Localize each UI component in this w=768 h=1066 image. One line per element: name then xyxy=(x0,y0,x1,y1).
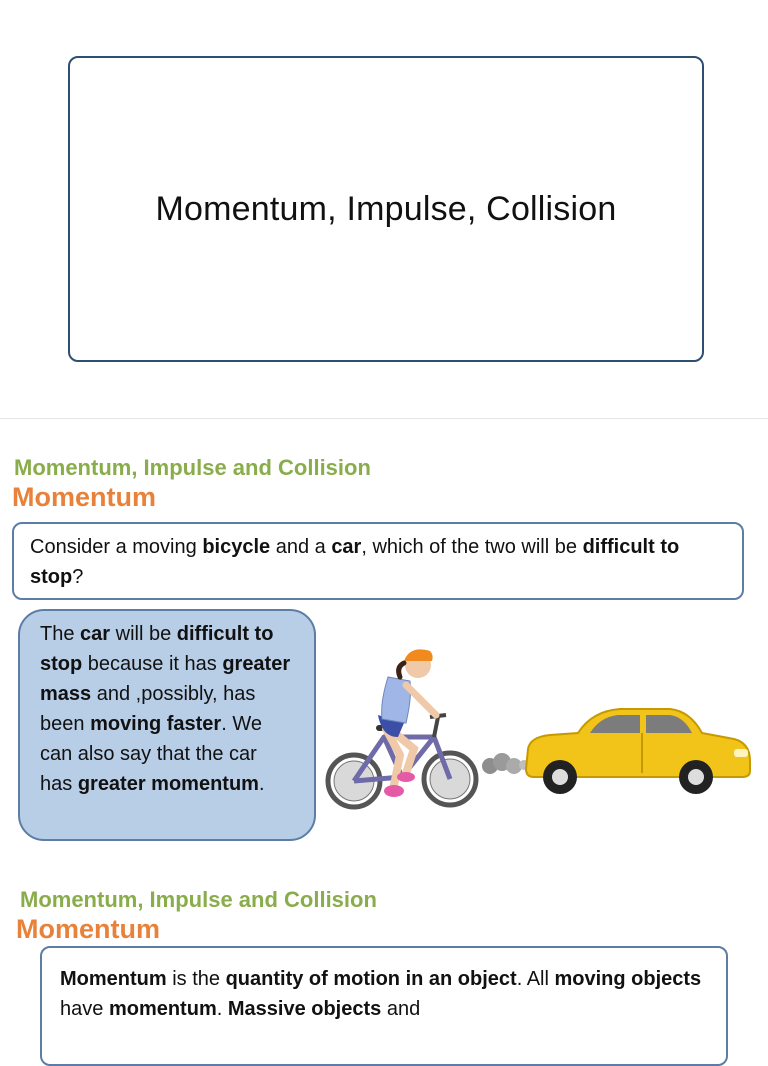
answer-bold: difficult to stop xyxy=(40,623,274,675)
definition-bold: moving objects xyxy=(554,968,702,990)
question-text: ? xyxy=(72,566,84,588)
title-box xyxy=(68,56,704,362)
section-heading: Momentum, Impulse and Collision xyxy=(20,887,377,912)
title-slide xyxy=(0,0,768,419)
car-illustration xyxy=(520,705,754,797)
definition-text: is the xyxy=(166,968,226,990)
definition-text: have xyxy=(60,998,109,1020)
answer-box xyxy=(18,609,316,841)
answer-text: . xyxy=(258,773,265,795)
definition-bold: Massive objects xyxy=(227,998,382,1020)
definition-bold: quantity of motion in an object xyxy=(225,968,517,990)
question-bold: difficult to stop xyxy=(30,536,680,588)
answer-bold: greater mass xyxy=(40,653,291,705)
definition-text: and xyxy=(381,998,421,1020)
momentum-slide xyxy=(0,419,768,879)
answer-text: because it has xyxy=(82,653,223,675)
question-bold: car xyxy=(331,536,362,558)
answer-text: will be xyxy=(110,623,177,645)
question-bold: bicycle xyxy=(202,536,271,558)
question-box xyxy=(12,522,744,600)
answer-bold: moving faster xyxy=(90,713,222,735)
definition-text: . All xyxy=(516,968,555,990)
topic-heading: Momentum xyxy=(16,914,160,944)
question-text: and a xyxy=(270,536,332,558)
definition-box xyxy=(40,946,728,1066)
momentum-definition-slide xyxy=(0,880,768,1024)
cyclist-illustration xyxy=(322,645,482,815)
answer-bold: car xyxy=(80,623,111,645)
question-text: Consider a moving xyxy=(30,536,203,558)
answer-text: . We can also say that the car has xyxy=(40,713,262,795)
question-text: , which of the two will be xyxy=(361,536,583,558)
definition-text: . xyxy=(216,998,228,1020)
topic-heading: Momentum xyxy=(12,482,156,512)
answer-text: and ,possibly, has been xyxy=(40,683,256,735)
slide-title: Momentum, Impulse, Collision xyxy=(155,189,617,228)
answer-text: The xyxy=(40,623,81,645)
answer-bold: greater momentum xyxy=(77,773,259,795)
definition-bold: Momentum xyxy=(60,968,167,990)
definition-bold: momentum xyxy=(108,998,217,1020)
section-heading: Momentum, Impulse and Collision xyxy=(14,455,371,480)
